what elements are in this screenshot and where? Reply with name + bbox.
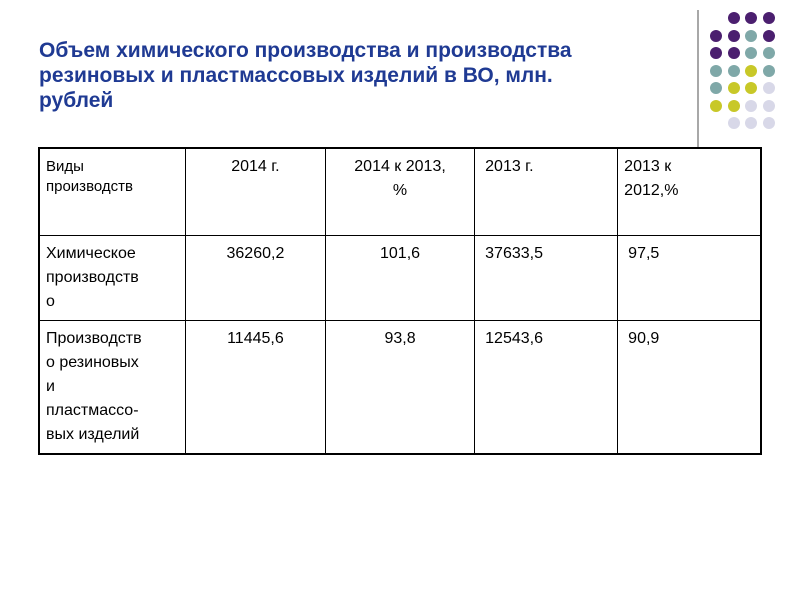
decorative-dot [763, 12, 775, 24]
header-cell-type: Виды производств [39, 148, 185, 236]
cell-value: 12543,6 [475, 321, 618, 455]
decorative-dot [763, 65, 775, 77]
header-cell-2013: 2013 г. [475, 148, 618, 236]
production-table [38, 147, 762, 455]
cell-value: 36260,2 [185, 236, 325, 321]
row-label-rubber-plastic: Производств о резиновых и пластмассо- вых изделий [39, 321, 185, 455]
decorative-dot [763, 47, 775, 59]
decorative-dot [728, 100, 740, 112]
cell-value: 101,6 [325, 236, 474, 321]
decorative-dot [710, 82, 722, 94]
decorative-dot [763, 82, 775, 94]
cell-value: 93,8 [325, 321, 474, 455]
decorative-dot [763, 117, 775, 129]
decorative-dot [745, 47, 757, 59]
decorative-divider [697, 10, 699, 147]
header-cell-2014-vs-2013: 2014 к 2013, % [325, 148, 474, 236]
cell-value: 97,5 [618, 236, 761, 321]
table-row [39, 321, 761, 455]
title-line-1: Объем химического производства и производства [39, 39, 572, 62]
slide-title [39, 38, 689, 113]
decorative-dot [728, 65, 740, 77]
decorative-dot [745, 12, 757, 24]
decorative-dot [763, 30, 775, 42]
decorative-dot [728, 30, 740, 42]
decorative-dot [710, 100, 722, 112]
title-line-3: рублей [39, 89, 114, 112]
table-header-row [39, 148, 761, 236]
decorative-dot [745, 100, 757, 112]
decorative-dot [728, 12, 740, 24]
title-line-2: резиновых и пластмассовых изделий в ВО, млн. [39, 64, 553, 87]
decorative-dot [763, 100, 775, 112]
decorative-dot [745, 117, 757, 129]
decorative-dot [745, 82, 757, 94]
decorative-dot [745, 30, 757, 42]
decorative-dot [728, 117, 740, 129]
cell-value: 11445,6 [185, 321, 325, 455]
decorative-dot [745, 65, 757, 77]
table-row [39, 236, 761, 321]
header-cell-2013-vs-2012: 2013 к 2012,% [618, 148, 761, 236]
decorative-dot [710, 65, 722, 77]
decorative-dot [728, 47, 740, 59]
decorative-dot [728, 82, 740, 94]
decorative-dot [710, 30, 722, 42]
cell-value: 37633,5 [475, 236, 618, 321]
decorative-dot [710, 47, 722, 59]
row-label-chemical: Химическое производств о [39, 236, 185, 321]
cell-value: 90,9 [618, 321, 761, 455]
header-cell-2014: 2014 г. [185, 148, 325, 236]
